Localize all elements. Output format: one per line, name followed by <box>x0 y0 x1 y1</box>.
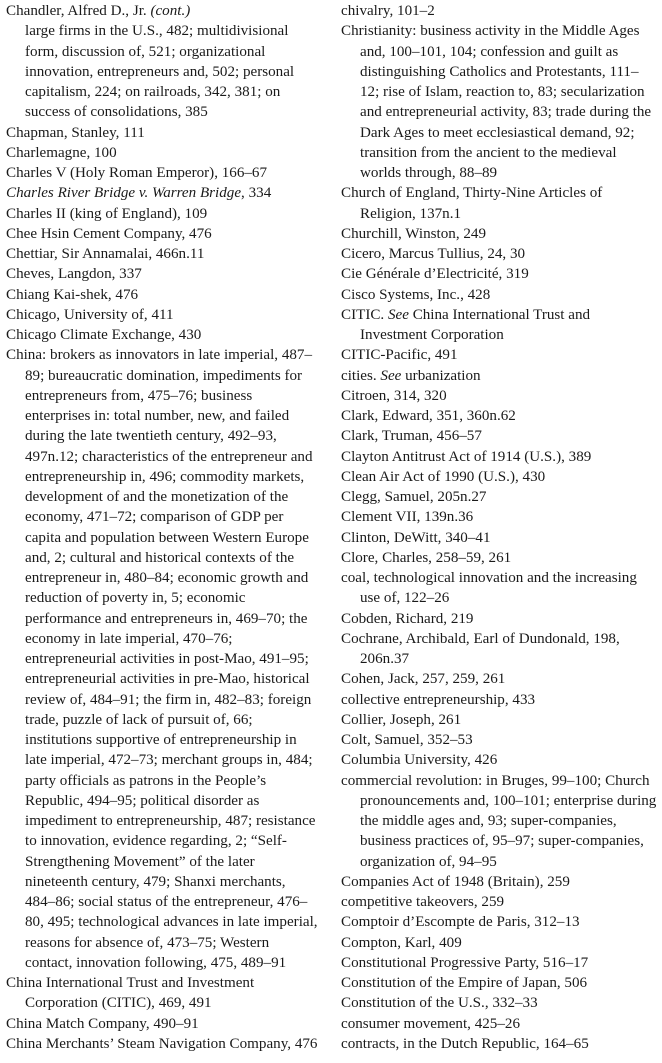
index-entry: Cheves, Langdon, 337 <box>6 266 142 283</box>
index-entry: China Merchants’ Steam Navigation Company, 476 <box>6 1035 318 1052</box>
index-entry: contracts, in the Dutch Republic, 164–65 <box>341 1035 589 1052</box>
entry-text: China International Trust and Investment Corporation <box>360 306 591 343</box>
index-entry: Comptoir d’Escompte de Paris, 312–13 <box>341 914 580 931</box>
index-entry: Chiang Kai-shek, 476 <box>6 286 139 303</box>
index-entry: Charles V (Holy Roman Emperor), 166–67 <box>6 165 268 181</box>
index-entry: Citroen, 314, 320 <box>341 387 447 404</box>
index-entry: CITIC-Pacific, 491 <box>341 347 458 364</box>
entry-text: urbanization <box>401 367 481 384</box>
index-entry: Cobden, Richard, 219 <box>341 610 474 627</box>
index-entry: Christianity: business activity in the Middle Ages and, 100–101, 104; confession and guilt as distinguishing Catholics and Protestants, 111–12; rise of Islam, reaction to, 83; secularization and entrepreneurial activity, 83; trade during the Dark Ages to meet ecclesiastical demand, 92; transition from the ancient to the medieval worlds through, 88–89 <box>341 23 652 181</box>
index-entry: chivalry, 101–2 <box>341 3 435 19</box>
index-entry: Cicero, Marcus Tullius, 24, 30 <box>341 246 526 262</box>
index-column-right <box>341 1 657 1054</box>
index-entry: commercial revolution: in Bruges, 99–100; Church pronouncements and, 100–101; enterprise during the middle ages and, 93; super-companies, business practices of, 95–97; super-companies, organization of, 94–95 <box>341 772 657 870</box>
index-entry: Cisco Systems, Inc., 428 <box>341 286 491 303</box>
index-entry: coal, technological innovation and the increasing use of, 122–26 <box>341 570 637 607</box>
index-entry: Clark, Truman, 456–57 <box>341 428 482 445</box>
index-entry: Companies Act of 1948 (Britain), 259 <box>341 873 570 890</box>
index-entry <box>341 305 657 346</box>
index-entry: Chicago, University of, 411 <box>6 306 174 323</box>
index-entry: Constitutional Progressive Party, 516–17 <box>341 954 589 971</box>
entry-text: cities. <box>341 367 381 384</box>
index-entry: competitive takeovers, 259 <box>341 894 505 910</box>
italic-text: See <box>387 306 409 323</box>
index-entry <box>6 1 319 21</box>
index-entry: collective entrepreneurship, 433 <box>341 691 536 708</box>
index-entry: Constitution of the U.S., 332–33 <box>341 995 538 1012</box>
index-entry: China International Trust and Investment Corporation (CITIC), 469, 491 <box>6 975 255 1012</box>
index-entry: Clinton, DeWitt, 340–41 <box>341 529 491 546</box>
index-entry: Clement VII, 139n.36 <box>341 509 474 526</box>
index-entry: Cohen, Jack, 257, 259, 261 <box>341 671 506 688</box>
index-entry: Charles II (king of England), 109 <box>6 205 208 222</box>
index-entry: China: brokers as innovators in late imperial, 487–89; bureaucratic domination, impediments for entrepreneurs from, 475–76; business enterprises in: total number, new, and failed during the late twentieth century, 492–93, 497n.12; characteristics of the entrepreneur and entrepreneurship in, 496; commodity markets, development of and the monetization of the economy, 471–72; comparison of GDP per capita and population between Western Europe and, 2; cultural and historical contexts of the entrepreneur in, 480–84; economic growth and reduction of poverty in, 5; economic performance and entrepreneurs in, 469–70; the economy in late imperial, 470–76; entrepreneurial activities in post-Mao, 491–95; entrepreneurial activities in pre-Mao, historical review of, 484–91; the firm in, 482–83; foreign trade, puzzle of lack of pursuit of, 66; institutions supportive of entrepreneurship in late imperial, 472–73; merchant groups in, 484; party officials as patrons in the People’s Republic, 494–95; political disorder as impediment to entrepreneurship, 487; resistance to innovation, evidence regarding, 2; “Self-Strengthening Movement” of the later nineteenth century, 479; Shanxi merchants, 484–86; social status of the entrepreneur, 476–80, 495; technological advances in late imperial, reasons for absence of, 473–75; Western contact, innovation following, 475, 489–91 <box>6 347 318 971</box>
index-entry: Chee Hsin Cement Company, 476 <box>6 225 212 242</box>
italic-text: Charles River Bridge v. Warren Bridge <box>6 185 242 202</box>
index-entry: Clark, Edward, 351, 360n.62 <box>341 408 516 424</box>
index-entry: China Match Company, 490–91 <box>6 1015 199 1032</box>
index-entry: Compton, Karl, 409 <box>341 934 462 951</box>
index-entry: Cie Générale d’Electricité, 319 <box>341 266 529 283</box>
index-entry: Clean Air Act of 1990 (U.S.), 430 <box>341 468 546 485</box>
entry-text: Chandler, Alfred D., Jr. <box>6 3 151 19</box>
index-entry: Colt, Samuel, 352–53 <box>341 732 473 748</box>
index-entry: Collier, Joseph, 261 <box>341 711 462 728</box>
index-entry: Clayton Antitrust Act of 1914 (U.S.), 389 <box>341 448 592 465</box>
index-entry: Chapman, Stanley, 111 <box>6 124 145 141</box>
index-entry-continuation: large firms in the U.S., 482; multidivisional form, discussion of, 521; organizational innovation, entrepreneurs and, 502; personal capitalism, 224; on railroads, 342, 381; on success of consolidations, 385 <box>25 23 295 121</box>
index-entry: Church of England, Thirty-Nine Articles of Religion, 137n.1 <box>341 185 603 222</box>
index-entry: consumer movement, 425–26 <box>341 1015 520 1032</box>
index-entry: Chicago Climate Exchange, 430 <box>6 327 202 343</box>
index-entry: Constitution of the Empire of Japan, 506 <box>341 975 588 991</box>
index-entry: Clore, Charles, 258–59, 261 <box>341 549 512 566</box>
index-entry: Columbia University, 426 <box>341 752 498 769</box>
index-entry <box>6 183 319 203</box>
index-entry: Chettiar, Sir Annamalai, 466n.11 <box>6 246 205 262</box>
italic-text: See <box>380 367 402 384</box>
italic-text: (cont.) <box>150 3 191 19</box>
index-entry: Clegg, Samuel, 205n.27 <box>341 489 487 505</box>
index-entry: Churchill, Winston, 249 <box>341 225 487 242</box>
index-column-left <box>6 1 319 1054</box>
index-entry <box>341 366 657 386</box>
index-entry: Cochrane, Archibald, Earl of Dundonald, 198, 206n.37 <box>341 630 620 667</box>
entry-text: , 334 <box>241 185 272 202</box>
index-entry: Charlemagne, 100 <box>6 144 117 161</box>
entry-text: CITIC. <box>341 306 388 323</box>
